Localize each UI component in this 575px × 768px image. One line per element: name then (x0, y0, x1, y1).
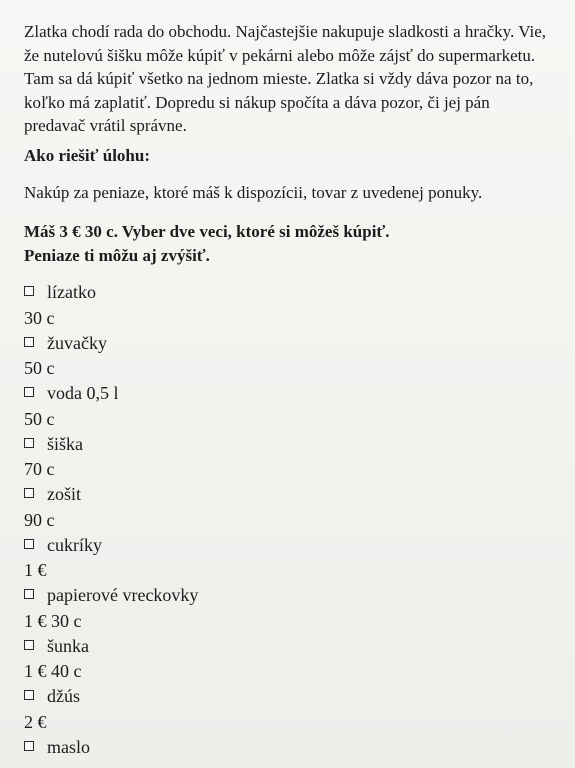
task-line-1: Máš 3 € 30 c. Vyber dve veci, ktoré si môžeš kúpiť. (24, 222, 390, 241)
product-price: 90 c (24, 509, 55, 530)
product-checkbox[interactable] (24, 690, 34, 700)
list-item (24, 684, 544, 735)
product-name: džús (47, 686, 80, 706)
product-name: žuvačky (47, 332, 107, 353)
product-price: 70 c (24, 459, 55, 479)
product-checkbox[interactable] (24, 741, 34, 751)
product-price: 1 € 40 c (24, 661, 82, 681)
product-checkbox[interactable] (24, 539, 34, 549)
product-name: šiška (47, 433, 83, 454)
product-name: maslo (47, 736, 90, 757)
product-price: 30 c (24, 307, 55, 328)
product-price: 1 € (24, 560, 47, 580)
task-heading: Ako riešiť úlohu: (24, 146, 150, 165)
intro-paragraph: Zlatka chodí rada do obchodu. Najčastejšie nakupuje sladkosti a hračky. Vie, že nutelovú šišku môže kúpiť v pekárni alebo môže zájsť do supermarketu. Tam sa dá kúpiť všetko na jednom mieste. Zlatka si vždy dáva pozor na to, koľko má zaplatiť. Dopredu si nákup spočíta a dáva pozor, či jej pán predavač vrátil správne. (24, 22, 547, 135)
product-list (24, 280, 544, 760)
product-price: 2 € (24, 711, 47, 732)
product-checkbox[interactable] (24, 488, 34, 498)
product-checkbox[interactable] (24, 337, 34, 347)
product-checkbox[interactable] (24, 438, 34, 448)
list-item (24, 381, 544, 432)
product-row (24, 583, 544, 609)
list-item (24, 432, 544, 483)
product-name: zošit (47, 484, 81, 504)
product-row (24, 533, 544, 559)
list-item (24, 533, 544, 584)
product-name: voda 0,5 l (47, 383, 119, 403)
product-price: 50 c (24, 408, 55, 429)
product-checkbox[interactable] (24, 589, 34, 599)
product-row (24, 735, 544, 761)
product-name: cukríky (47, 534, 102, 555)
instruction-text: Nakúp za peniaze, ktoré máš k dispozícii, tovar z uvedenej ponuky. (24, 183, 483, 202)
product-row (24, 684, 544, 710)
product-price: 1 € 30 c (24, 610, 82, 631)
list-item (24, 583, 544, 634)
product-checkbox[interactable] (24, 387, 34, 397)
product-name: lízatko (47, 282, 96, 302)
list-item (24, 482, 544, 533)
product-checkbox[interactable] (24, 640, 34, 650)
list-item (24, 634, 544, 685)
product-checkbox[interactable] (24, 286, 34, 296)
product-row (24, 482, 544, 508)
task-line-2: Peniaze ti môžu aj zvýšiť. (24, 246, 210, 265)
list-item (24, 280, 544, 331)
product-price: 50 c (24, 358, 55, 378)
product-name: papierové vreckovky (47, 585, 199, 605)
list-item (24, 331, 544, 382)
list-item (24, 735, 544, 761)
product-row (24, 432, 544, 458)
product-row (24, 381, 544, 407)
product-row (24, 331, 544, 357)
task-text (24, 220, 390, 268)
product-row (24, 280, 544, 306)
product-name: šunka (47, 635, 89, 656)
product-row (24, 634, 544, 660)
